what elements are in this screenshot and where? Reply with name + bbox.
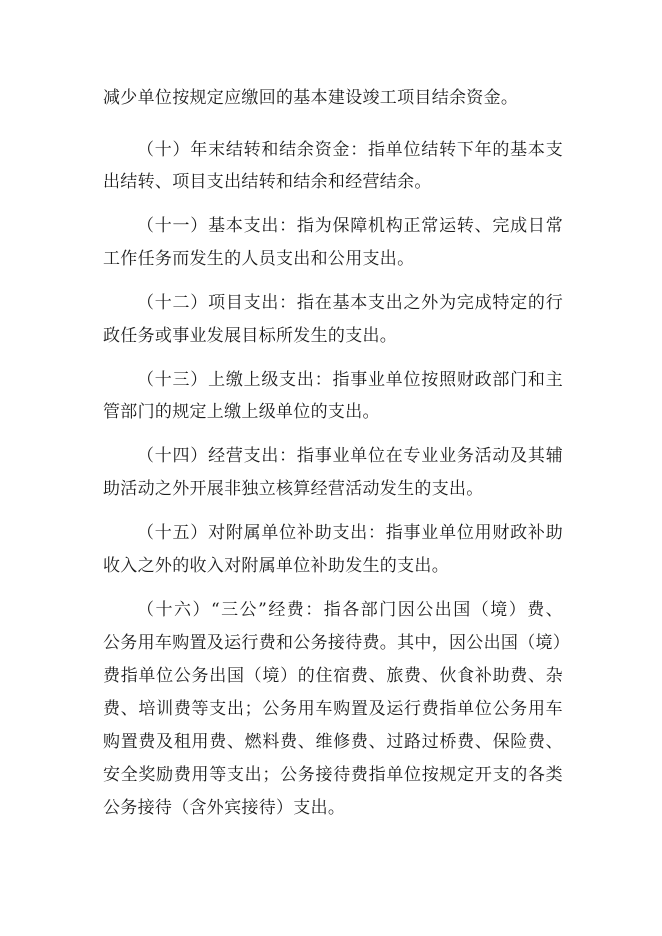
para-15-line-1: （十五）对附属单位补助支出：指事业单位用财政补助 xyxy=(137,523,563,543)
para-12-line-2: 政任务或事业发展目标所发生的支出。 xyxy=(103,326,398,346)
para-16-line-2: 公务用车购置及运行费和公务接待费。其中，因公出国（境） xyxy=(103,633,571,653)
para-15-line-2: 收入之外的收入对附属单位补助发生的支出。 xyxy=(103,556,449,576)
para-13-line-1: （十三）上缴上级支出：指事业单位按照财政部门和主 xyxy=(137,370,563,390)
para-16-line-7: 公务接待（含外宾接待）支出。 xyxy=(103,798,346,818)
para-11-line-1: （十一）基本支出：指为保障机构正常运转、完成日常 xyxy=(137,216,563,236)
para-11-line-2: 工作任务而发生的人员支出和公用支出。 xyxy=(103,249,415,269)
para-16-line-1: （十六）“三公”经费：指各部门因公出国（境）费、 xyxy=(137,600,563,620)
para-13-line-2: 管部门的规定上缴上级单位的支出。 xyxy=(103,402,380,422)
para-16-line-5: 购置费及租用费、燃料费、维修费、过路过桥费、保险费、 xyxy=(103,732,563,752)
para-16-line-6: 安全奖励费用等支出；公务接待费指单位按规定开支的各类 xyxy=(103,765,563,785)
para-10-line-2: 出结转、项目支出结转和结余和经营结余。 xyxy=(103,172,432,192)
para-12-line-1: （十二）项目支出：指在基本支出之外为完成特定的行 xyxy=(137,293,563,313)
para-16-line-4: 费、培训费等支出；公务用车购置及运行费指单位公务用车 xyxy=(103,699,563,719)
para-continuation-line-1: 减少单位按规定应缴回的基本建设竣工项目结余资金。 xyxy=(103,88,519,108)
para-14-line-2: 助活动之外开展非独立核算经营活动发生的支出。 xyxy=(103,479,484,499)
para-16-line-3: 费指单位公务出国（境）的住宿费、旅费、伙食补助费、杂 xyxy=(103,666,563,686)
para-10-line-1: （十）年末结转和结余资金：指单位结转下年的基本支 xyxy=(137,140,563,160)
para-14-line-1: （十四）经营支出：指事业单位在专业业务活动及其辅 xyxy=(137,446,563,466)
